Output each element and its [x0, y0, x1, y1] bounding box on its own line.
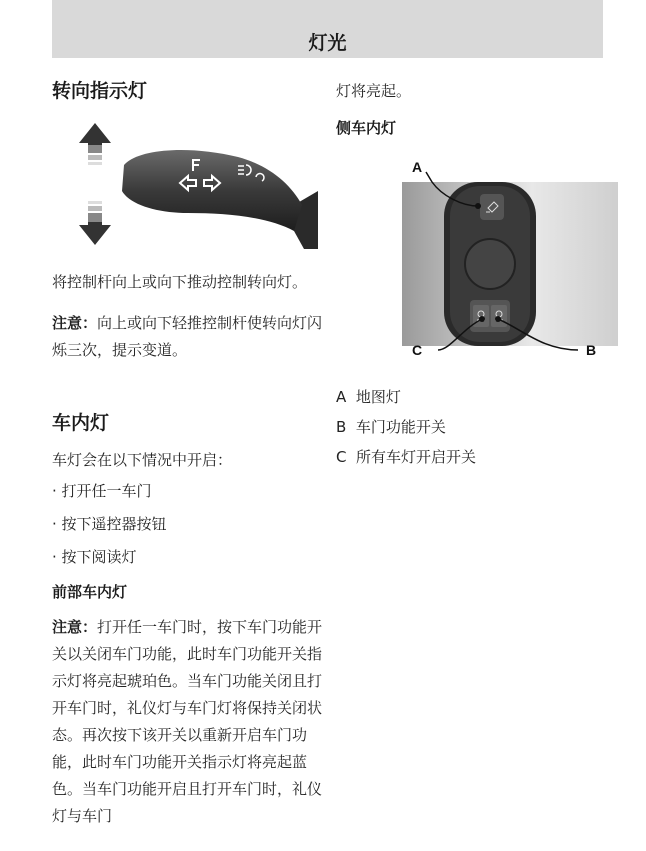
list-item: · 打开任一车门 — [52, 482, 152, 500]
turn-signal-stalk-illustration — [68, 121, 318, 251]
page-title: 灯光 — [308, 32, 347, 54]
lens — [465, 239, 515, 289]
list-item: · 按下遥控器按钮 — [52, 515, 167, 533]
legend — [336, 382, 606, 472]
callout-a: A — [412, 159, 423, 175]
legend-text: 地图灯 — [355, 388, 401, 406]
note-label: 注意： — [52, 314, 98, 332]
side-lamps-heading: 侧车内灯 — [336, 119, 397, 137]
legend-item-b — [336, 412, 606, 442]
map-lamp-button[interactable] — [480, 194, 504, 220]
door-function-button[interactable] — [491, 305, 507, 327]
right-column — [336, 78, 606, 472]
turn-signal-heading: 转向指示灯 — [52, 80, 148, 102]
legend-item-c — [336, 442, 606, 472]
interior-lamps-heading: 车内灯 — [52, 412, 110, 434]
header-bar — [52, 0, 603, 58]
legend-item-a — [336, 382, 606, 412]
callout-b: B — [586, 342, 597, 358]
legend-key: A — [336, 388, 347, 406]
interior-intro: 车灯会在以下情况中开启： — [52, 451, 233, 469]
note-text: 向上或向下轻推控制杆使转向灯闪烁三次，提示变道。 — [52, 314, 323, 359]
note-text: 打开任一车门时，按下车门功能开关以关闭车门功能，此时车门功能开关指示灯将亮起琥珀色。当车门功能关闭且打开车门时，礼仪灯与车门灯将保持关闭状态。再次按下该开关以重新开启车门功能，此时车门功能开关指示灯将亮起蓝色。当车门功能开启且打开车门时，礼仪灯与车门 — [52, 618, 323, 825]
front-interior-note — [52, 614, 324, 830]
arrow-up-icon — [79, 123, 111, 165]
list-item: · 按下阅读灯 — [52, 548, 137, 566]
turn-signal-note — [52, 310, 324, 364]
legend-key: C — [336, 448, 347, 466]
arrow-down-icon — [79, 201, 111, 245]
side-interior-lamp-illustration — [402, 154, 618, 366]
note-label: 注意： — [52, 618, 98, 636]
legend-text: 车门功能开关 — [355, 418, 446, 436]
continuation-text: 灯将亮起。 — [336, 82, 412, 100]
legend-key: B — [336, 418, 347, 436]
turn-signal-paragraph: 将控制杆向上或向下推动控制转向灯。 — [52, 273, 308, 291]
legend-text: 所有车灯开启开关 — [356, 448, 477, 466]
callout-c: C — [412, 342, 423, 358]
front-interior-heading: 前部车内灯 — [52, 583, 128, 601]
left-column — [52, 76, 324, 830]
